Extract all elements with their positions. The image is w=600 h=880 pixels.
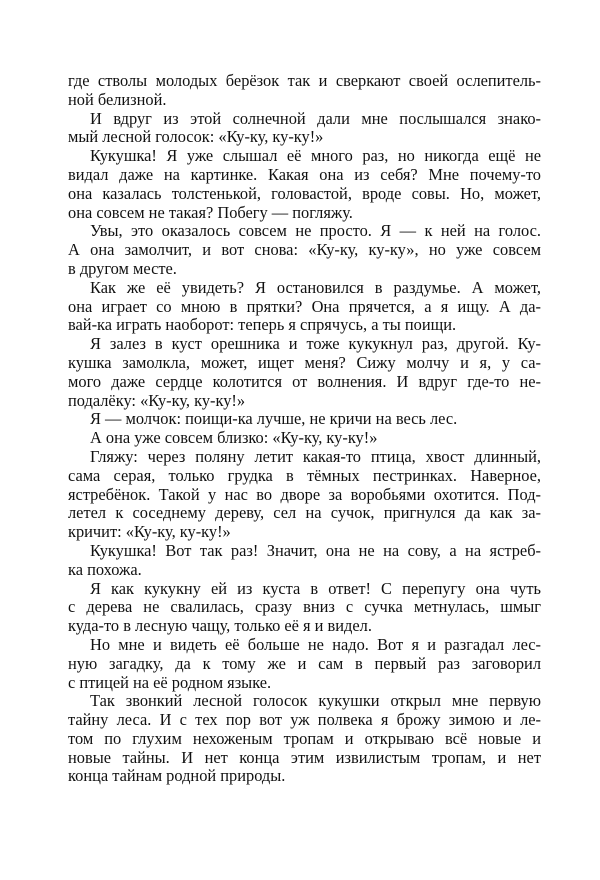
text-line: кушка замолкла, может, ищет меня? Сижу молчу и я, у са- xyxy=(68,352,541,372)
text-line: с птицей на её родном языке. xyxy=(68,672,272,692)
text-line: А она замолчит, и вот снова: «Ку-ку, ку-ку», но уже совсем xyxy=(68,240,541,260)
text-line: она казалась толстенькой, головастой, вроде совы. Но, может, xyxy=(68,183,541,203)
paragraph xyxy=(68,279,541,335)
text-line: Гляжу: через поляну летит какая-то птица, хвост длинный, xyxy=(90,446,541,466)
text-line: ную загадку, да к тому же и сам в первый раз заговорил xyxy=(68,653,541,673)
paragraph xyxy=(68,110,541,148)
text-line: она совсем не такая? Побегу — погляжу. xyxy=(68,202,353,222)
text-line: Кукушка! Вот так раз! Значит, она не на сову, а на ястреб- xyxy=(90,540,541,560)
paragraph xyxy=(68,580,541,636)
text-line: ястребёнок. Такой у нас во дворе за воробьями охотится. Под- xyxy=(68,484,541,504)
text-line: подалёку: «Ку-ку, ку-ку!» xyxy=(68,390,246,410)
text-line: Но мне и видеть её больше не надо. Вот я и разгадал лес- xyxy=(90,634,541,654)
text-line: летел к соседнему дереву, сел на сучок, пригнулся да как за- xyxy=(68,503,541,523)
text-line: Я залез в куст орешника и тоже кукукнул раз, другой. Ку- xyxy=(90,334,541,354)
text-line: Я как кукукну ей из куста в ответ! С перепугу она чуть xyxy=(90,578,541,598)
paragraph xyxy=(68,448,541,542)
paragraph xyxy=(68,542,541,580)
paragraph xyxy=(68,410,541,429)
body-text xyxy=(68,72,541,786)
text-line: том по глухим нехоженым тропам и открываю всё новые и xyxy=(68,728,541,748)
text-line: с дерева не свалилась, сразу вниз с сучка метнулась, шмыг xyxy=(68,597,541,617)
text-line: Увы, это оказалось совсем не просто. Я — к ней на голос. xyxy=(90,221,541,241)
paragraph xyxy=(68,636,541,692)
text-line: сама серая, только грудка в тёмных пестринках. Наверное, xyxy=(68,465,541,485)
text-line: ной белизной. xyxy=(68,89,167,109)
text-line: А она уже совсем близко: «Ку-ку, ку-ку!» xyxy=(90,428,378,448)
text-line: в другом месте. xyxy=(68,258,177,278)
paragraph xyxy=(68,72,541,110)
text-line: видал даже на картинке. Какая она из себя? Мне почему-то xyxy=(68,164,541,184)
text-line: мый лесной голосок: «Ку-ку, ку-ку!» xyxy=(68,127,324,147)
text-line: где стволы молодых берёзок так и сверкают своей ослепитель- xyxy=(68,71,541,90)
paragraph xyxy=(68,692,541,786)
text-line: Как же её увидеть? Я остановился в раздумье. А может, xyxy=(90,277,541,297)
paragraph xyxy=(68,147,541,222)
text-line: ка похожа. xyxy=(68,559,142,579)
text-line: новые тайны. И нет конца этим извилистым тропам, и нет xyxy=(68,747,541,767)
text-line: кричит: «Ку-ку, ку-ку!» xyxy=(68,522,231,542)
text-line: И вдруг из этой солнечной дали мне послышался знако- xyxy=(90,108,541,128)
text-line: Кукушка! Я уже слышал её много раз, но никогда ещё не xyxy=(90,146,541,166)
text-line: мого даже сердце колотится от волнения. И вдруг где-то не- xyxy=(68,371,541,391)
text-line: конца тайнам родной природы. xyxy=(68,766,286,786)
text-line: тайну леса. И с тех пор вот уж полвека я брожу зимою и ле- xyxy=(68,710,541,730)
text-line: куда-то в лесную чащу, только её я и видел. xyxy=(68,616,372,636)
paragraph xyxy=(68,335,541,410)
paragraph xyxy=(68,222,541,278)
text-line: вай-ка играть наоборот: теперь я спрячусь, а ты поищи. xyxy=(68,315,457,335)
paragraph xyxy=(68,429,541,448)
text-line: Я — молчок: поищи-ка лучше, не кричи на весь лес. xyxy=(90,409,458,429)
text-line: Так звонкий лесной голосок кукушки открыл мне первую xyxy=(90,691,541,711)
text-line: она играет со мною в прятки? Она прячется, а я ищу. А да- xyxy=(68,296,541,316)
